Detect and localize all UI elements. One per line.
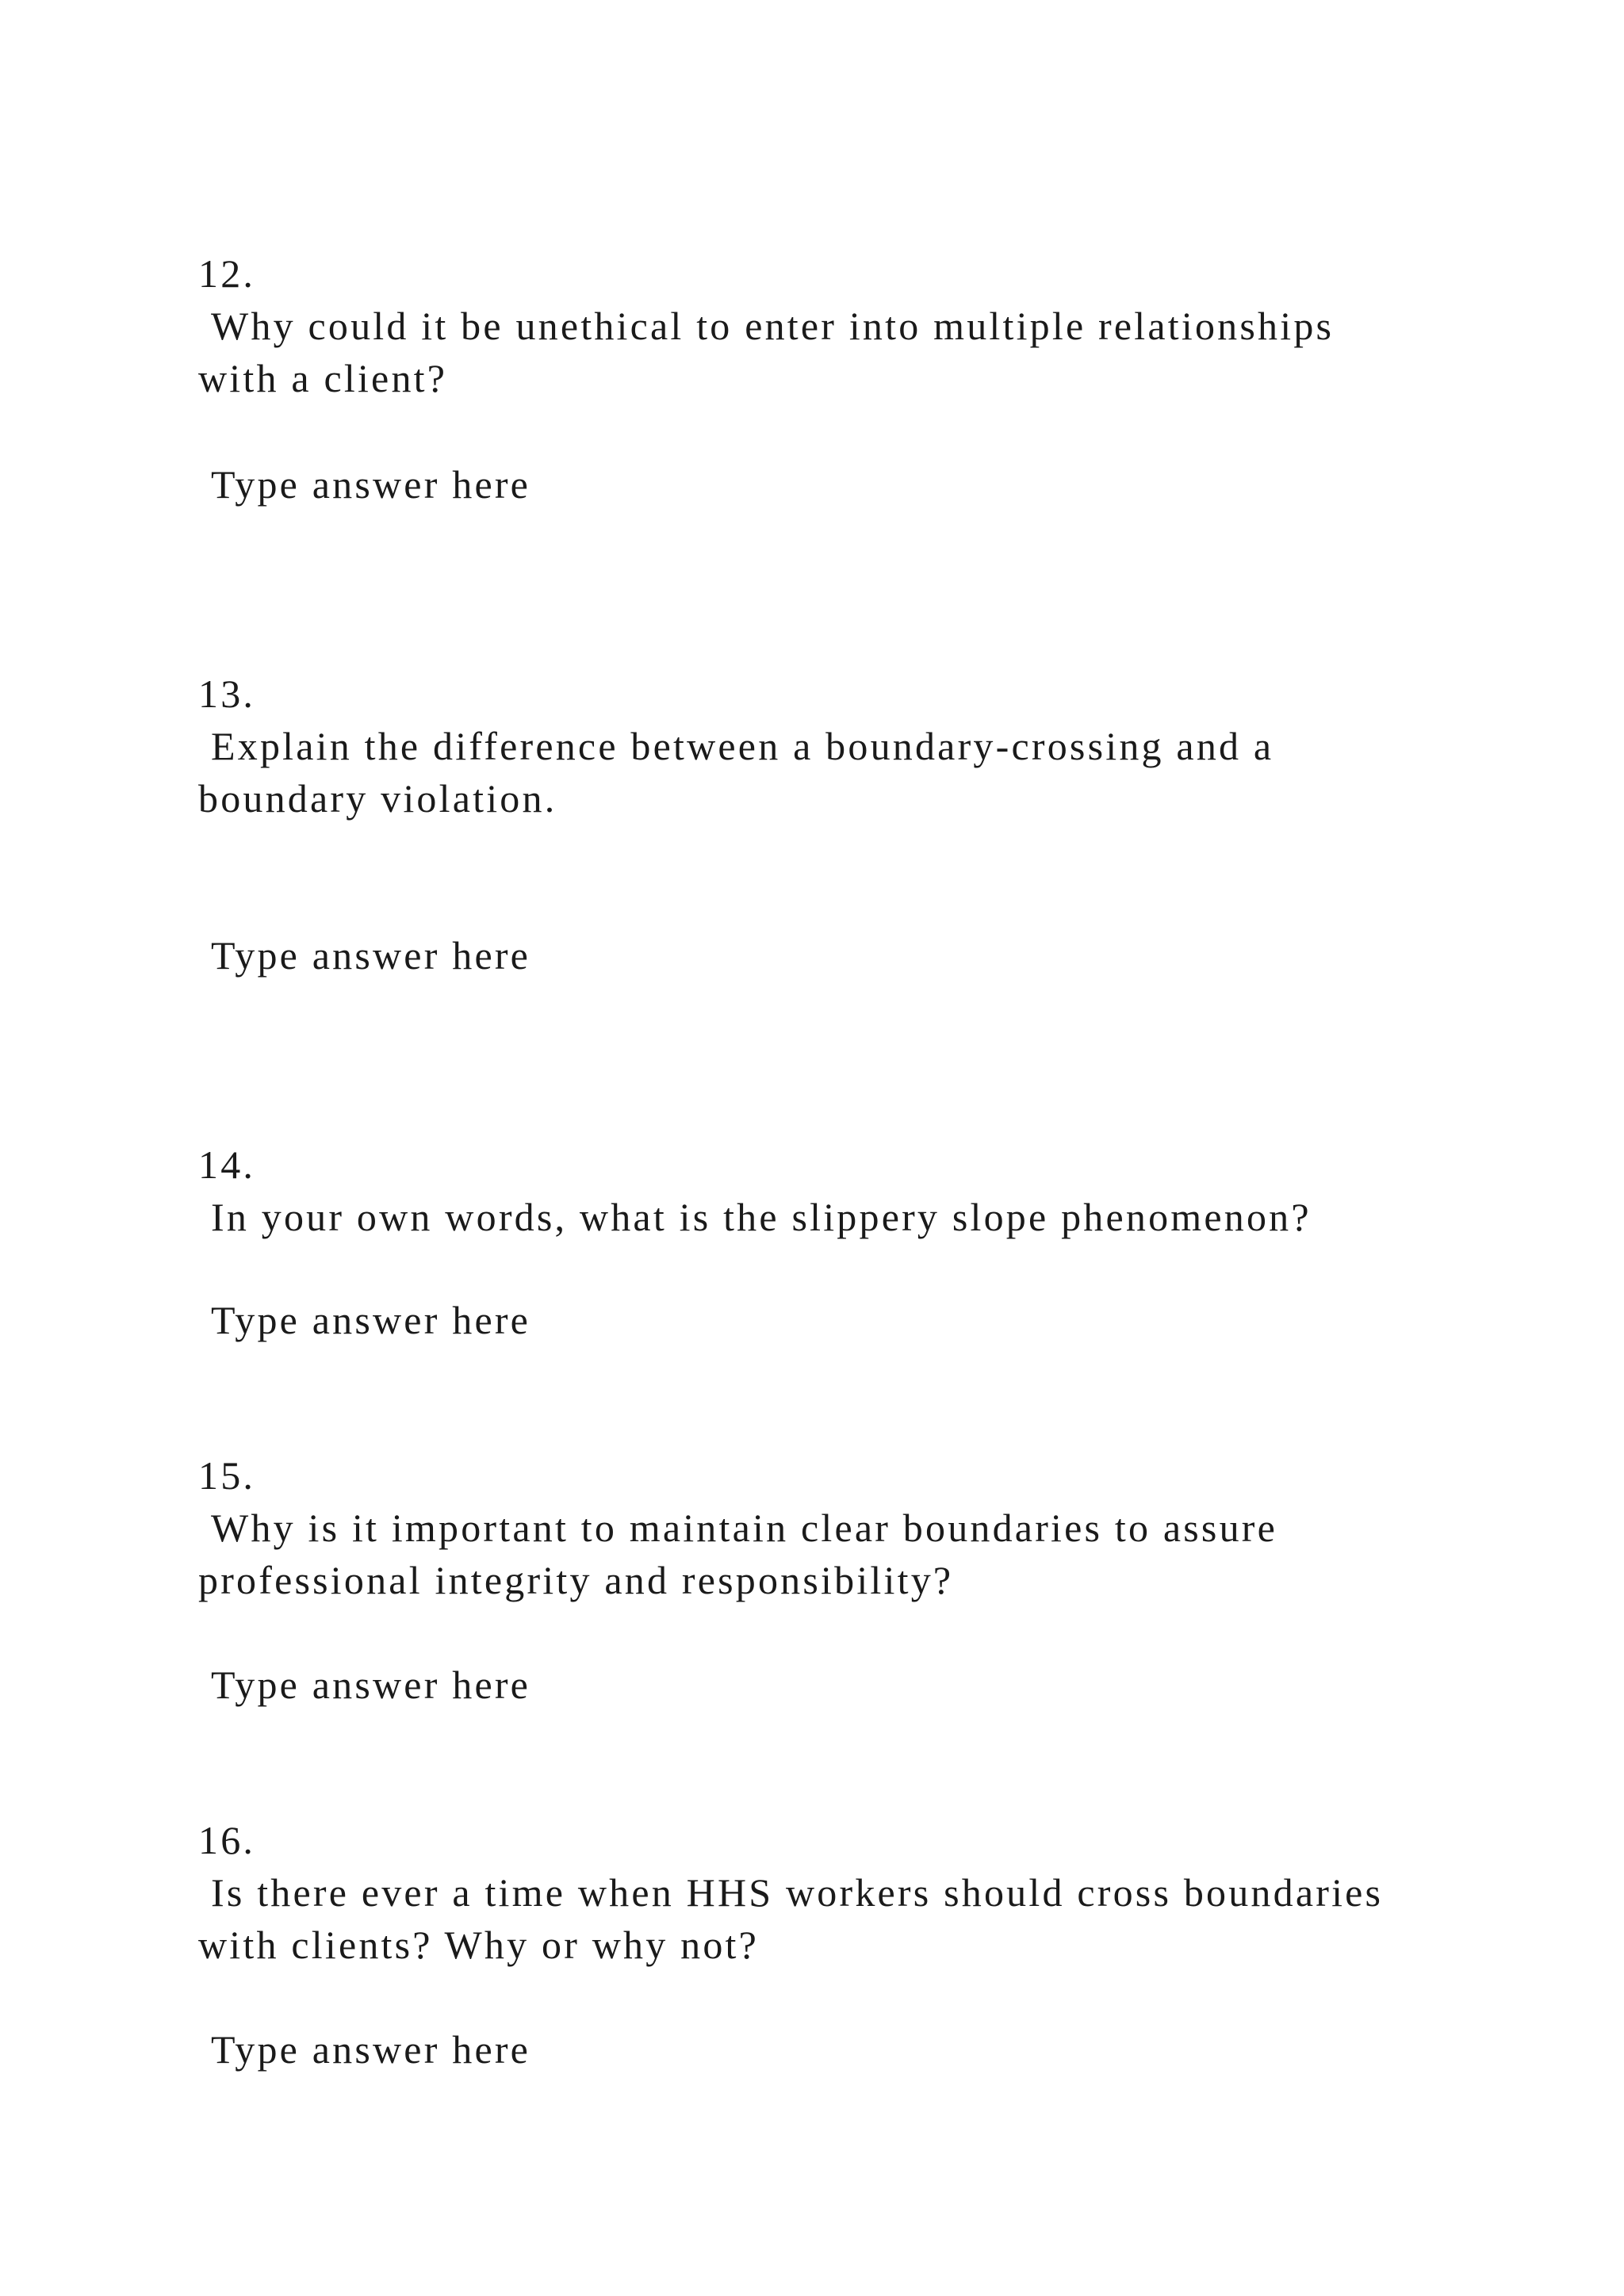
question-16-text-line-1: Is there ever a time when HHS workers should cross boundaries — [211, 1870, 1384, 1915]
question-13-text-line-2: boundary violation. — [198, 776, 557, 821]
question-15-text-line-2: professional integrity and responsibility? — [198, 1558, 954, 1602]
question-13-text-line-1: Explain the difference between a boundary-crossing and a — [211, 724, 1274, 768]
question-12-number: 12. — [198, 251, 256, 296]
question-15-text-line-1: Why is it important to maintain clear boundaries to assure — [211, 1506, 1278, 1550]
question-13-number: 13. — [198, 672, 256, 716]
question-16-text-line-2: with clients? Why or why not? — [198, 1923, 760, 1967]
question-16-answer-field[interactable]: Type answer here — [211, 2027, 531, 2072]
question-15-answer-field[interactable]: Type answer here — [211, 1663, 531, 1707]
question-15-number: 15. — [198, 1453, 256, 1498]
question-13-answer-field[interactable]: Type answer here — [211, 933, 531, 978]
question-14-text-line-1: In your own words, what is the slippery slope phenomenon? — [211, 1195, 1312, 1239]
question-16-number: 16. — [198, 1818, 256, 1862]
question-14-answer-field[interactable]: Type answer here — [211, 1298, 531, 1342]
question-12-answer-field[interactable]: Type answer here — [211, 462, 531, 507]
question-12-text-line-2: with a client? — [198, 356, 448, 400]
question-14-number: 14. — [198, 1142, 256, 1187]
question-12-text-line-1: Why could it be unethical to enter into multiple relationships — [211, 304, 1335, 348]
